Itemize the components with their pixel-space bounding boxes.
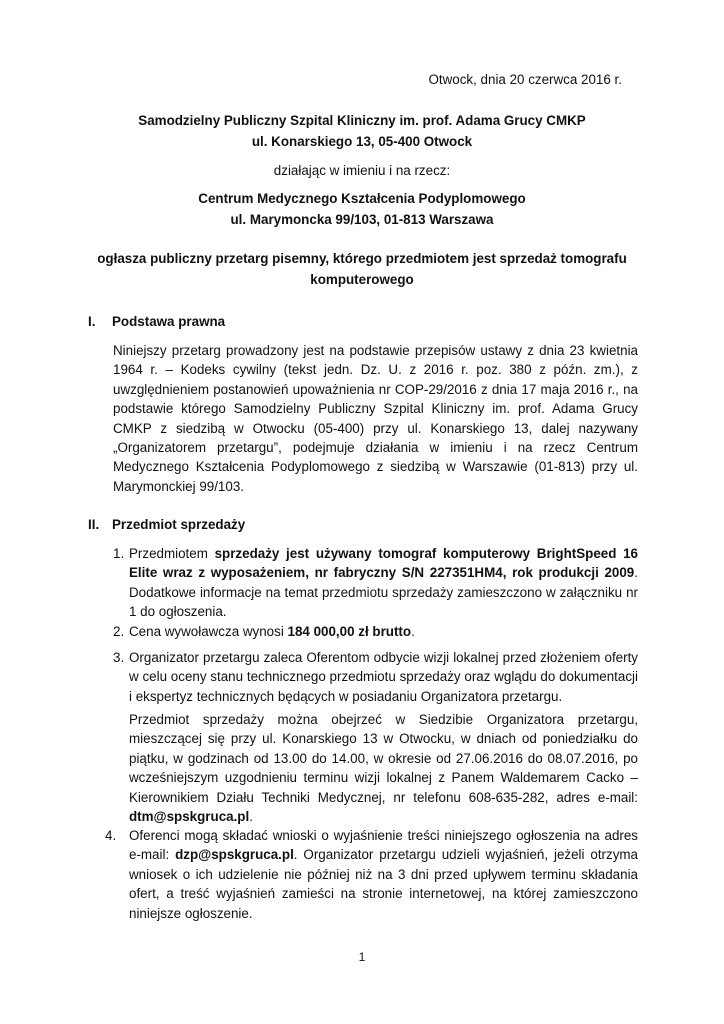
inspection-text: Przedmiot sprzedaży można obejrzeć w Siedzibie Organizatora przetargu, mieszczącej się przy ul. Konarskiego 13 w Otwocku, w dniach od poniedziałku do piątku, w godzinach od 13.00 do 14.00, w okresie od 27.06.2016 do 08.07.2016, po wcześniejszym uzgodnieniu terminu wizji lokalnej z Panem Waldemarem Cacko – Kierownikiem Działu Techniki Medycznej, nr telefonu 608-635-282, adres e-mail: (129, 712, 638, 805)
dtm-email-link[interactable]: dtm@spskgruca.pl (129, 809, 250, 825)
inspection-paragraph (113, 710, 638, 826)
inspection-text-end: . (249, 809, 253, 825)
item-4-text-pre: Oferenci mogą składać wnioski o wyjaśnienie treści niniejszego ogłoszenia na adres e-mail: (129, 828, 638, 863)
item-4-text-post: . Organizator przetargu udzieli wyjaśnień, jeżeli otrzyma wniosek o ich udzielenie nie później niż na 3 dni przed upływem terminu składania ofert, a treść wyjaśnień zamieści na stronie internetowej, na której zamieszczono niniejsze ogłoszenie. (129, 847, 638, 921)
item-1-text-pre: Przedmiotem (129, 546, 215, 561)
organizer-name: Samodzielny Publiczny Szpital Kliniczny im. prof. Adama Grucy CMKP (138, 113, 586, 128)
principal-name: Centrum Medycznego Kształcenia Podyplomowego (198, 191, 526, 206)
section-1-title: Podstawa prawna (112, 314, 226, 329)
announcement-line-2: komputerowego (310, 272, 414, 287)
list-item-number: 1. (113, 546, 125, 561)
list-item-number: 4. (105, 828, 117, 843)
date-line: Otwock, dnia 20 czerwca 2016 r. (428, 72, 622, 87)
item-1-device-description: sprzedaży jest używany tomograf komputerowy BrightSpeed 16 Elite wraz z wyposażeniem, nr fabryczny S/N 227351HM4, rok produkcji 2009 (129, 546, 639, 581)
announcement-line-1: ogłasza publiczny przetarg pisemny, którego przedmiotem jest sprzedaż tomografu (97, 251, 627, 266)
list-item-3-continuation (113, 710, 638, 826)
section-2-number: II. (88, 517, 100, 532)
section-2-heading (88, 516, 245, 534)
item-1-text-post: . Dodatkowe informacje na temat przedmiotu sprzedaży zamieszczono w załączniku nr 1 do ogłoszenia. (129, 565, 638, 620)
item-2-price: 184 000,00 zł brutto (287, 624, 412, 639)
section-1-body: Niniejszy przetarg prowadzony jest na podstawie przepisów ustawy z dnia 23 kwietnia 1964 r. – Kodeks cywilny (tekst jedn. Dz. U. z 2016 r. poz. 380 z późn. zm.), z uwzględnieniem postanowień upoważnienia nr COP-29/2016 z dnia 17 maja 2016 r., na podstawie którego Samodzielny Publiczny Szpital Kliniczny im. prof. Adama Grucy CMKP z siedzibą w Otwocku (05-400) przy ul. Konarskiego 13, dalej nazywany „Organizatorem przetargu”, podejmuje działania w imieniu i na rzecz Centrum Medycznego Kształcenia Podyplomowego z siedzibą w Warszawie (01-813) przy ul. Marymonckiej 99/103. (113, 343, 638, 494)
dzp-email-link[interactable]: dzp@spskgruca.pl (175, 847, 294, 863)
list-item-body (113, 544, 638, 622)
list-item-3 (113, 648, 638, 706)
list-item-body (105, 826, 638, 923)
list-item-4 (105, 826, 638, 923)
list-item-number: 2. (113, 624, 125, 639)
section-1-number: I. (88, 314, 96, 329)
principal-address: ul. Marymoncka 99/103, 01-813 Warszawa (230, 212, 494, 227)
section-1-heading (88, 313, 225, 331)
list-item-1 (113, 544, 638, 622)
list-item-body (113, 622, 638, 641)
acting-for-line: działając w imieniu i na rzecz: (273, 163, 451, 178)
item-2-text-post: . (411, 624, 415, 639)
organizer-address: ul. Konarskiego 13, 05-400 Otwock (251, 134, 473, 149)
list-item-number: 3. (113, 650, 125, 665)
list-item-body: Organizator przetargu zaleca Oferentom odbycie wizji lokalnej przed złożeniem oferty w celu oceny stanu technicznego przedmiotu sprzedaży oraz wglądu do dokumentacji i ekspertyz technicznych będących w posiadaniu Organizatora przetargu. (129, 650, 638, 704)
page-number: 1 (358, 950, 366, 964)
list-item-2 (113, 622, 638, 641)
item-2-text-pre: Cena wywoławcza wynosi (129, 624, 288, 639)
section-2-title: Przedmiot sprzedaży (112, 517, 246, 532)
